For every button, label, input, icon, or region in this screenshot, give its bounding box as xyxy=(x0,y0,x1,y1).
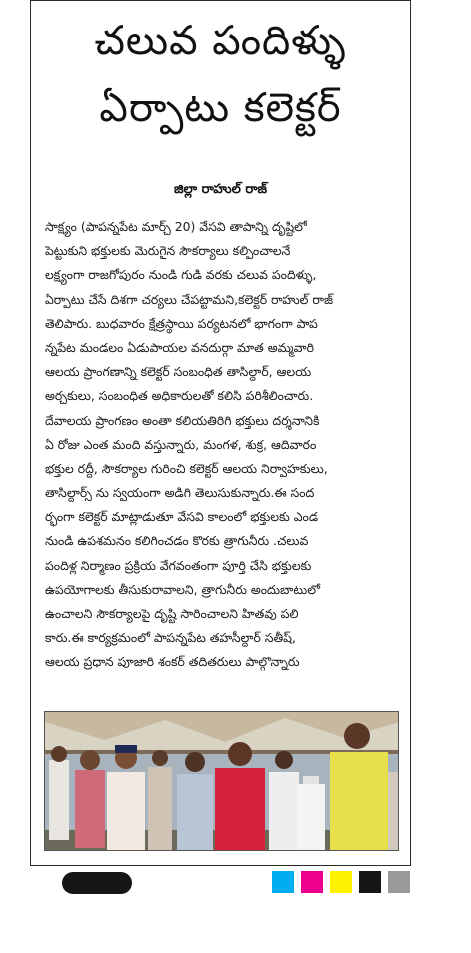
color-swatch-magenta xyxy=(301,871,323,893)
page-marker-pill xyxy=(62,872,132,894)
color-swatch-yellow xyxy=(330,871,352,893)
byline: జిల్లా రాహుల్ రాజ్ xyxy=(173,182,268,197)
color-swatch-cyan xyxy=(272,871,294,893)
article-body-line: ఉపయోగాలకు తీసుకురావాలని, త్రాగునీరు అందుబాటులో xyxy=(45,581,320,597)
article-body-line: సాక్ష్యం (పాపన్నపేట మార్చ్ 20) వేసవి తాపాన్ని దృష్టిలో xyxy=(45,219,307,234)
article-body-line: ర్భంగా కలెక్టర్ మాట్లాడుతూ వేసవి కాలంలో భక్తులకు ఎండ xyxy=(45,509,319,525)
color-swatch-gray xyxy=(388,871,410,893)
color-swatch-black xyxy=(359,871,381,893)
article-body-line: నుండి ఉపశమనం కలిగించడం కొరకు త్రాగునీరు .చలువ xyxy=(45,533,309,549)
article-body-line: పందిళ్ల నిర్మాణం ప్రక్రియ వేగవంతంగా పూర్తి చేసి భక్తులకు xyxy=(45,557,312,573)
article-photo xyxy=(44,711,399,851)
article-body-line: లక్ష్యంగా రాజగోపురం నుండి గుడి వరకు చలువ పందిళ్ళు, xyxy=(45,267,317,283)
article-body xyxy=(45,215,399,675)
headline-line-2: ఏర్పాటు కలెక్టర్ xyxy=(99,85,342,131)
article-body-line: తెలిపారు. బుధవారం క్షేత్రస్థాయి పర్యటనలో భాగంగా పాప xyxy=(45,315,318,331)
article-body-line: దేవాలయ ప్రాంగణం అంతా కలియతిరిగి భక్తులు దర్శనానికి xyxy=(45,412,320,428)
article-body-line: పెట్టుకుని భక్తులకు మెరుగైన సౌకర్యాలు కల్పించాలనే xyxy=(45,243,291,259)
article-body-line: న్నపేట మండలం ఏడుపాయల వనదుర్గా మాత అమ్మవారి xyxy=(45,339,314,355)
article-body-line: ఆలయ ప్రధాన పూజారి శంకర్ తదితరులు పాల్గొన్నారు xyxy=(45,654,300,670)
article-body-line: తాసిల్దార్స్ ను స్వయంగా అడిగి తెలుసుకున్నారు.ఈ సంద xyxy=(45,485,315,501)
article-body-line: ఉంచాలని సౌకర్యాలపై దృష్టి సారించాలని హితవు పలి xyxy=(45,606,299,621)
article-body-line: కారు.ఈ కార్యక్రమంలో పాపన్నపేట తహసీల్దార్ సతీష్, xyxy=(45,630,296,646)
article-body-line: భక్తుల రద్దీ, సౌకర్యాల గురించి కలెక్టర్ ఆలయ నిర్వాహకులు, xyxy=(45,460,328,476)
article-frame xyxy=(30,0,411,866)
headline-line-1: చలువ పందిళ్ళు xyxy=(94,18,347,64)
article-body-line: అర్చకులు, సంబంధిత అధికారులతో కలిసి పరిశీలించారు. xyxy=(45,388,314,404)
article-body-line: ఏ రోజు ఎంత మంది వస్తున్నారు, మంగళ, శుక్ర, ఆదివారం xyxy=(45,436,317,452)
article-body-line: ఆలయ ప్రాంగణాన్ని కలెక్టర్ సంబంధిత తాసిల్దార్, ఆలయ xyxy=(45,364,312,380)
photo-illustration xyxy=(45,712,399,851)
article-body-line: ఏర్పాటు చేసే దిశగా చర్యలు చేపట్టామని,కలెక్టర్ రాహుల్ రాజ్ xyxy=(45,291,334,307)
